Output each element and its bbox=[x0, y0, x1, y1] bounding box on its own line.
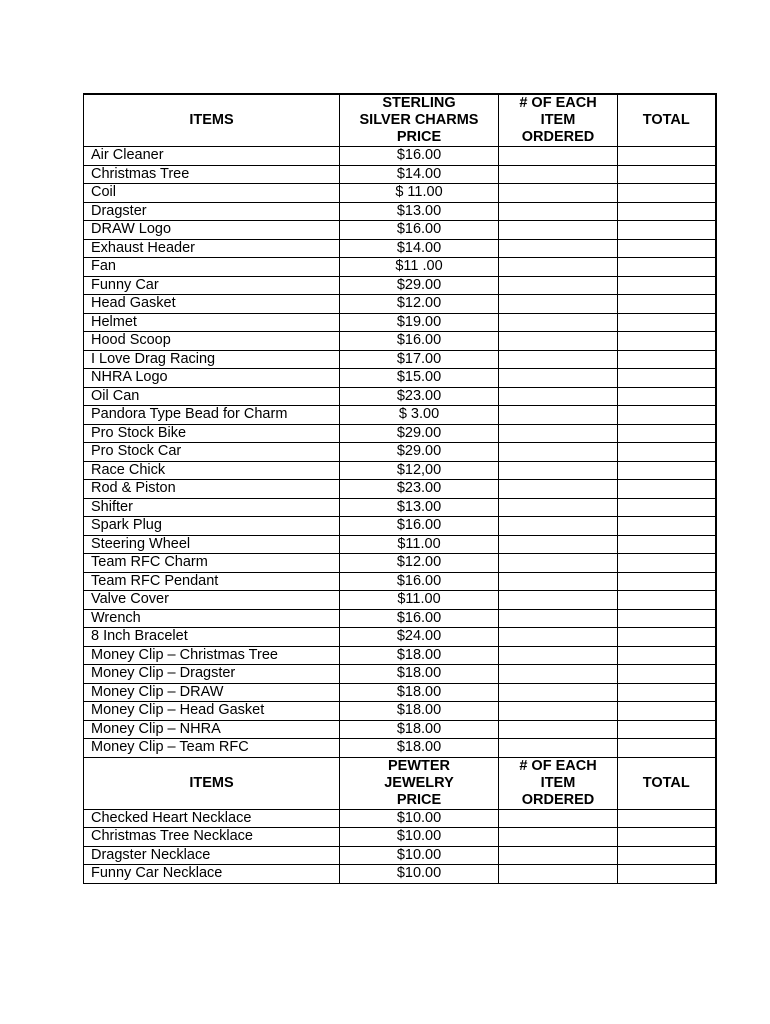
item-quantity-cell[interactable] bbox=[499, 258, 618, 277]
item-price: $17.00 bbox=[340, 350, 499, 369]
item-total-cell[interactable] bbox=[618, 147, 716, 166]
item-name: Wrench bbox=[84, 609, 340, 628]
item-price: $18.00 bbox=[340, 702, 499, 721]
item-price: $29.00 bbox=[340, 424, 499, 443]
item-name: Money Clip – Head Gasket bbox=[84, 702, 340, 721]
item-quantity-cell[interactable] bbox=[499, 424, 618, 443]
item-quantity-cell[interactable] bbox=[499, 147, 618, 166]
item-name: Team RFC Charm bbox=[84, 554, 340, 573]
table-row bbox=[84, 517, 716, 536]
item-price: $12,00 bbox=[340, 461, 499, 480]
item-quantity-cell[interactable] bbox=[499, 480, 618, 499]
item-price: $10.00 bbox=[340, 846, 499, 865]
item-price: $18.00 bbox=[340, 665, 499, 684]
item-name: Money Clip – Dragster bbox=[84, 665, 340, 684]
item-total-cell[interactable] bbox=[618, 258, 716, 277]
table-row bbox=[84, 609, 716, 628]
item-name: Rod & Piston bbox=[84, 480, 340, 499]
item-total-cell[interactable] bbox=[618, 443, 716, 462]
table-row bbox=[84, 295, 716, 314]
item-total-cell[interactable] bbox=[618, 517, 716, 536]
item-total-cell[interactable] bbox=[618, 276, 716, 295]
item-quantity-cell[interactable] bbox=[499, 739, 618, 758]
item-total-cell[interactable] bbox=[618, 554, 716, 573]
item-name: 8 Inch Bracelet bbox=[84, 628, 340, 647]
table-row bbox=[84, 202, 716, 221]
item-total-cell[interactable] bbox=[618, 498, 716, 517]
item-price: $ 11.00 bbox=[340, 184, 499, 203]
pewter-items-header: ITEMS bbox=[84, 757, 340, 809]
item-name: Pandora Type Bead for Charm bbox=[84, 406, 340, 425]
item-total-cell[interactable] bbox=[618, 480, 716, 499]
item-quantity-cell[interactable] bbox=[499, 295, 618, 314]
item-total-cell[interactable] bbox=[618, 313, 716, 332]
table-row bbox=[84, 424, 716, 443]
sterling-price-header bbox=[340, 94, 499, 147]
item-total-cell[interactable] bbox=[618, 406, 716, 425]
pewter-qty-header-line: # OF EACH bbox=[519, 757, 597, 774]
item-total-cell[interactable] bbox=[618, 646, 716, 665]
table-row bbox=[84, 683, 716, 702]
item-name: Steering Wheel bbox=[84, 535, 340, 554]
table-row bbox=[84, 739, 716, 758]
item-name: Hood Scoop bbox=[84, 332, 340, 351]
item-total-cell[interactable] bbox=[618, 720, 716, 739]
item-quantity-cell[interactable] bbox=[499, 572, 618, 591]
item-quantity-cell[interactable] bbox=[499, 184, 618, 203]
table-row bbox=[84, 498, 716, 517]
table-row bbox=[84, 239, 716, 258]
item-price: $18.00 bbox=[340, 683, 499, 702]
table-row bbox=[84, 646, 716, 665]
item-price: $16.00 bbox=[340, 517, 499, 536]
item-price: $11 .00 bbox=[340, 258, 499, 277]
item-total-cell[interactable] bbox=[618, 387, 716, 406]
item-price: $16.00 bbox=[340, 147, 499, 166]
sterling-qty-header-line: ORDERED bbox=[521, 129, 595, 145]
table-row bbox=[84, 461, 716, 480]
item-quantity-cell[interactable] bbox=[499, 350, 618, 369]
sterling-total-header: TOTAL bbox=[618, 94, 716, 147]
item-name: Dragster bbox=[84, 202, 340, 221]
item-quantity-cell[interactable] bbox=[499, 202, 618, 221]
item-price: $16.00 bbox=[340, 609, 499, 628]
item-total-cell[interactable] bbox=[618, 828, 716, 847]
table-row bbox=[84, 809, 716, 828]
pewter-price-header bbox=[340, 757, 499, 809]
item-price: $ 3.00 bbox=[340, 406, 499, 425]
pewter-price-header-line: PRICE bbox=[396, 791, 442, 808]
item-name: Christmas Tree bbox=[84, 165, 340, 184]
table-row bbox=[84, 258, 716, 277]
pewter-header-row bbox=[84, 757, 716, 809]
item-name: Fan bbox=[84, 258, 340, 277]
item-quantity-cell[interactable] bbox=[499, 665, 618, 684]
item-name: Money Clip – DRAW bbox=[84, 683, 340, 702]
table-row bbox=[84, 846, 716, 865]
item-price: $23.00 bbox=[340, 480, 499, 499]
table-row bbox=[84, 332, 716, 351]
item-price: $11.00 bbox=[340, 591, 499, 610]
item-quantity-cell[interactable] bbox=[499, 387, 618, 406]
item-name: DRAW Logo bbox=[84, 221, 340, 240]
item-quantity-cell[interactable] bbox=[499, 332, 618, 351]
item-price: $29.00 bbox=[340, 443, 499, 462]
item-price: $18.00 bbox=[340, 646, 499, 665]
item-quantity-cell[interactable] bbox=[499, 313, 618, 332]
item-total-cell[interactable] bbox=[618, 165, 716, 184]
item-price: $10.00 bbox=[340, 865, 499, 884]
table-row bbox=[84, 480, 716, 499]
item-name: Race Chick bbox=[84, 461, 340, 480]
table-row bbox=[84, 350, 716, 369]
item-name: Spark Plug bbox=[84, 517, 340, 536]
table-row bbox=[84, 828, 716, 847]
table-row bbox=[84, 628, 716, 647]
item-quantity-cell[interactable] bbox=[499, 461, 618, 480]
item-quantity-cell[interactable] bbox=[499, 828, 618, 847]
item-total-cell[interactable] bbox=[618, 572, 716, 591]
item-name: Money Clip – Christmas Tree bbox=[84, 646, 340, 665]
item-total-cell[interactable] bbox=[618, 295, 716, 314]
table-row bbox=[84, 572, 716, 591]
sterling-header-row bbox=[84, 94, 716, 147]
sterling-items-header: ITEMS bbox=[84, 94, 340, 147]
pewter-price-header-line: JEWELRY bbox=[384, 774, 454, 791]
table-row bbox=[84, 720, 716, 739]
table-row bbox=[84, 387, 716, 406]
table-row bbox=[84, 276, 716, 295]
table-row bbox=[84, 554, 716, 573]
item-price: $13.00 bbox=[340, 498, 499, 517]
item-total-cell[interactable] bbox=[618, 809, 716, 828]
item-price: $12.00 bbox=[340, 295, 499, 314]
item-price: $16.00 bbox=[340, 332, 499, 351]
item-name: Exhaust Header bbox=[84, 239, 340, 258]
sterling-qty-header bbox=[499, 94, 618, 147]
item-quantity-cell[interactable] bbox=[499, 865, 618, 884]
item-total-cell[interactable] bbox=[618, 865, 716, 884]
order-form-table bbox=[83, 93, 717, 884]
item-total-cell[interactable] bbox=[618, 461, 716, 480]
pewter-qty-header bbox=[499, 757, 618, 809]
item-quantity-cell[interactable] bbox=[499, 498, 618, 517]
sterling-price-header-line: STERLING bbox=[382, 95, 456, 111]
item-name: Valve Cover bbox=[84, 591, 340, 610]
item-quantity-cell[interactable] bbox=[499, 683, 618, 702]
item-name: Money Clip – NHRA bbox=[84, 720, 340, 739]
item-price: $18.00 bbox=[340, 739, 499, 758]
item-name: Checked Heart Necklace bbox=[84, 809, 340, 828]
item-quantity-cell[interactable] bbox=[499, 809, 618, 828]
pewter-qty-header-line: ITEM bbox=[540, 774, 576, 791]
item-name: Money Clip – Team RFC bbox=[84, 739, 340, 758]
item-name: Pro Stock Bike bbox=[84, 424, 340, 443]
item-price: $19.00 bbox=[340, 313, 499, 332]
item-price: $10.00 bbox=[340, 809, 499, 828]
item-price: $16.00 bbox=[340, 572, 499, 591]
item-name: I Love Drag Racing bbox=[84, 350, 340, 369]
item-total-cell[interactable] bbox=[618, 665, 716, 684]
item-total-cell[interactable] bbox=[618, 424, 716, 443]
table-row bbox=[84, 147, 716, 166]
table-row bbox=[84, 165, 716, 184]
table-row bbox=[84, 591, 716, 610]
item-price: $12.00 bbox=[340, 554, 499, 573]
item-quantity-cell[interactable] bbox=[499, 646, 618, 665]
item-name: Funny Car bbox=[84, 276, 340, 295]
item-quantity-cell[interactable] bbox=[499, 720, 618, 739]
pewter-total-header: TOTAL bbox=[618, 757, 716, 809]
item-total-cell[interactable] bbox=[618, 350, 716, 369]
item-total-cell[interactable] bbox=[618, 369, 716, 388]
sterling-qty-header-line: # OF EACH bbox=[519, 95, 597, 111]
table-row bbox=[84, 221, 716, 240]
item-name: NHRA Logo bbox=[84, 369, 340, 388]
item-price: $14.00 bbox=[340, 239, 499, 258]
item-quantity-cell[interactable] bbox=[499, 443, 618, 462]
order-form-body bbox=[84, 94, 716, 883]
item-name: Helmet bbox=[84, 313, 340, 332]
table-row bbox=[84, 184, 716, 203]
item-name: Dragster Necklace bbox=[84, 846, 340, 865]
item-quantity-cell[interactable] bbox=[499, 221, 618, 240]
pewter-qty-header-line: ORDERED bbox=[521, 791, 595, 808]
item-name: Pro Stock Car bbox=[84, 443, 340, 462]
item-total-cell[interactable] bbox=[618, 591, 716, 610]
item-price: $24.00 bbox=[340, 628, 499, 647]
item-name: Christmas Tree Necklace bbox=[84, 828, 340, 847]
item-quantity-cell[interactable] bbox=[499, 702, 618, 721]
item-name: Oil Can bbox=[84, 387, 340, 406]
item-quantity-cell[interactable] bbox=[499, 276, 618, 295]
item-quantity-cell[interactable] bbox=[499, 369, 618, 388]
item-total-cell[interactable] bbox=[618, 221, 716, 240]
item-total-cell[interactable] bbox=[618, 683, 716, 702]
sterling-qty-header-line: ITEM bbox=[540, 112, 576, 128]
item-total-cell[interactable] bbox=[618, 609, 716, 628]
item-quantity-cell[interactable] bbox=[499, 535, 618, 554]
item-price: $23.00 bbox=[340, 387, 499, 406]
item-quantity-cell[interactable] bbox=[499, 628, 618, 647]
item-quantity-cell[interactable] bbox=[499, 239, 618, 258]
item-price: $15.00 bbox=[340, 369, 499, 388]
item-name: Funny Car Necklace bbox=[84, 865, 340, 884]
item-total-cell[interactable] bbox=[618, 239, 716, 258]
item-quantity-cell[interactable] bbox=[499, 165, 618, 184]
item-price: $29.00 bbox=[340, 276, 499, 295]
item-total-cell[interactable] bbox=[618, 202, 716, 221]
item-quantity-cell[interactable] bbox=[499, 406, 618, 425]
table-row bbox=[84, 665, 716, 684]
table-row bbox=[84, 369, 716, 388]
item-name: Team RFC Pendant bbox=[84, 572, 340, 591]
item-price: $18.00 bbox=[340, 720, 499, 739]
item-total-cell[interactable] bbox=[618, 628, 716, 647]
item-price: $11.00 bbox=[340, 535, 499, 554]
item-price: $13.00 bbox=[340, 202, 499, 221]
item-total-cell[interactable] bbox=[618, 184, 716, 203]
item-name: Shifter bbox=[84, 498, 340, 517]
item-quantity-cell[interactable] bbox=[499, 846, 618, 865]
table-row bbox=[84, 406, 716, 425]
table-row bbox=[84, 535, 716, 554]
sterling-price-header-line: PRICE bbox=[396, 129, 442, 145]
item-total-cell[interactable] bbox=[618, 702, 716, 721]
item-name: Coil bbox=[84, 184, 340, 203]
item-quantity-cell[interactable] bbox=[499, 591, 618, 610]
item-name: Head Gasket bbox=[84, 295, 340, 314]
table-row bbox=[84, 702, 716, 721]
item-quantity-cell[interactable] bbox=[499, 554, 618, 573]
item-price: $10.00 bbox=[340, 828, 499, 847]
item-total-cell[interactable] bbox=[618, 846, 716, 865]
item-total-cell[interactable] bbox=[618, 332, 716, 351]
table-row bbox=[84, 443, 716, 462]
item-price: $14.00 bbox=[340, 165, 499, 184]
sterling-price-header-line: SILVER CHARMS bbox=[359, 112, 479, 128]
item-total-cell[interactable] bbox=[618, 739, 716, 758]
item-price: $16.00 bbox=[340, 221, 499, 240]
item-name: Air Cleaner bbox=[84, 147, 340, 166]
pewter-price-header-line: PEWTER bbox=[387, 757, 451, 774]
item-total-cell[interactable] bbox=[618, 535, 716, 554]
table-row bbox=[84, 313, 716, 332]
item-quantity-cell[interactable] bbox=[499, 517, 618, 536]
table-row bbox=[84, 865, 716, 884]
item-quantity-cell[interactable] bbox=[499, 609, 618, 628]
